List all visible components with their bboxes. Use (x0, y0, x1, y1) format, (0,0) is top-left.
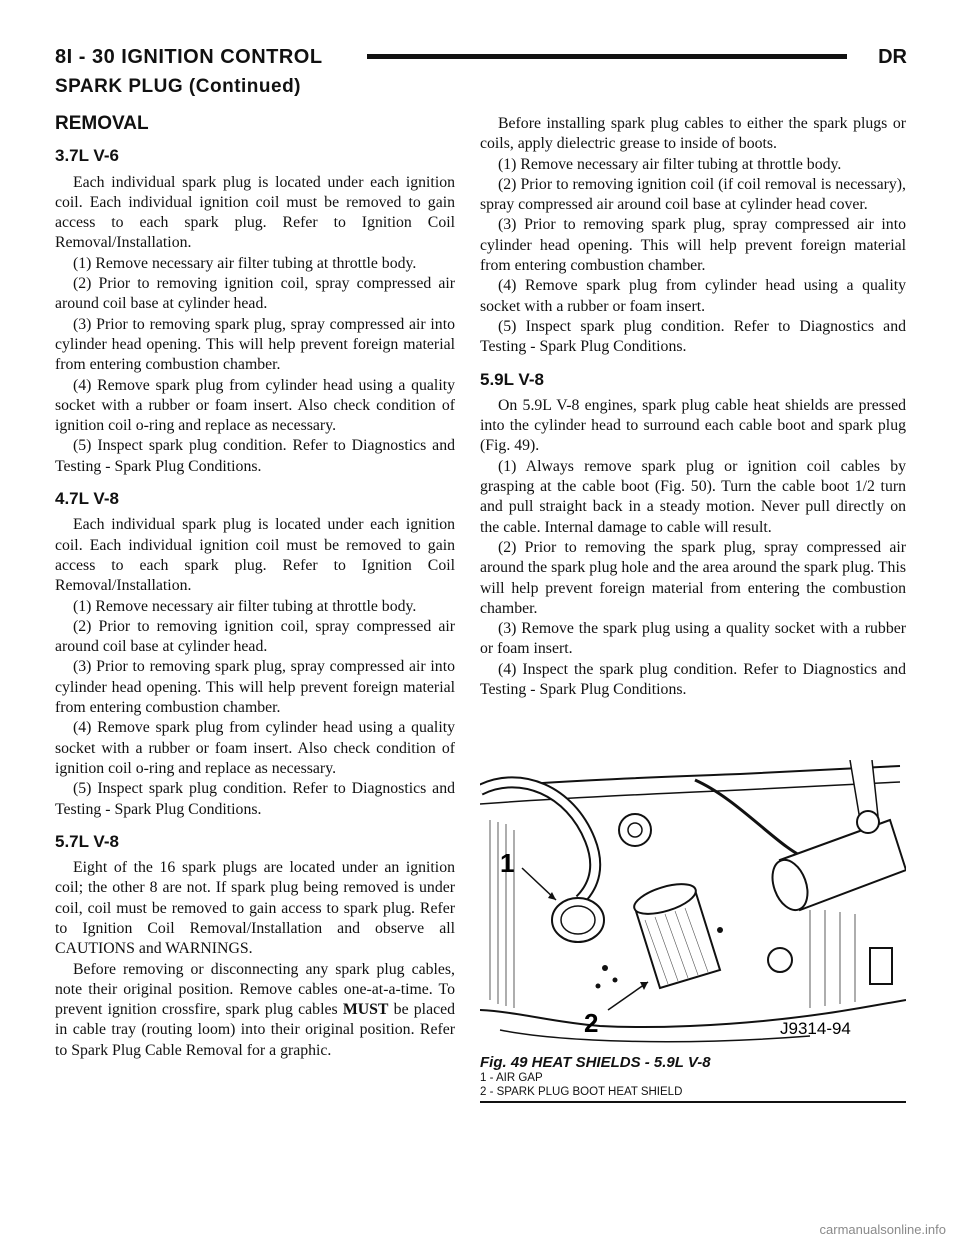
heat-shield-illustration (480, 760, 906, 1050)
emphasis-must: MUST (342, 1001, 389, 1019)
legend-item: 2 - SPARK PLUG BOOT HEAT SHIELD (480, 1086, 683, 1098)
header-rule (367, 54, 847, 59)
column-right (480, 114, 906, 700)
step: (4) Remove spark plug from cylinder head using a quality socket with a rubber or foam insert. Also check condition of ignition coil o-ring and replace as necessary. (55, 376, 455, 435)
step: (2) Prior to removing ignition coil (if coil removal is necessary), spray compressed air around coil base at cylinder head cover. (480, 175, 906, 214)
watermark: carmanualsonline.info (819, 1222, 946, 1237)
page-header (55, 42, 907, 72)
step: (1) Always remove spark plug or ignition coil cables by grasping at the cable boot (Fig. 50). Turn the cable boot 1/2 turn and pull straight back in a steady motion. Never pull directly on the cable. Internal damage to cable will result. (480, 457, 906, 536)
figure-rule (480, 1101, 906, 1103)
callout-2: 2 (584, 1008, 599, 1038)
figure-caption: Fig. 49 HEAT SHIELDS - 5.9L V-8 (480, 1054, 711, 1071)
step: (3) Prior to removing spark plug, spray compressed air into cylinder head opening. This will help prevent foreign material from entering combustion chamber. (55, 658, 455, 717)
legend-item: 1 - AIR GAP (480, 1072, 543, 1084)
heading-3-7l: 3.7L V-6 (55, 146, 119, 166)
continued-heading: SPARK PLUG (Continued) (55, 76, 302, 97)
step: (1) Remove necessary air filter tubing at throttle body. (498, 155, 842, 173)
text: be placed in cable tray (routing loom) into their original position. Refer to Spark Plug Cable Removal for a graphic. (55, 1001, 455, 1059)
paragraph: Each individual spark plug is located under each ignition coil. Each individual ignition coil must be removed to gain access to each spark plug. Refer to Ignition Coil Removal/Installation. (55, 173, 455, 252)
paragraph: Each individual spark plug is located under each ignition coil. Each individual ignition coil must be removed to gain access to each spark plug. Refer to Ignition Coil Removal/Installation. (55, 516, 455, 595)
step: (4) Inspect the spark plug condition. Refer to Diagnostics and Testing - Spark Plug Conditions. (480, 660, 906, 699)
removal-heading: REMOVAL (55, 113, 149, 134)
paragraph: Before installing spark plug cables to either the spark plugs or coils, apply dielectric grease to inside of boots. (480, 115, 906, 153)
heading-5-9l: 5.9L V-8 (480, 369, 544, 389)
step: (3) Remove the spark plug using a quality socket with a rubber or foam insert. (480, 620, 906, 658)
figure-legend (480, 1071, 906, 1099)
model-code: DR (878, 46, 907, 68)
paragraph: Eight of the 16 spark plugs are located under an ignition coil; the other 8 are not. If spark plug being removed is under coil, coil must be removed to gain access to spark plug. Refer to Ignition Coil Removal/Installation and observe all CAUTIONS and WARNINGS. (55, 859, 455, 958)
step: (3) Prior to removing spark plug, spray compressed air into cylinder head opening. This will help prevent foreign material from entering combustion chamber. (55, 315, 455, 374)
step: (3) Prior to removing spark plug, spray compressed air into cylinder head opening. This will help prevent foreign material from entering combustion chamber. (480, 216, 906, 275)
step: (2) Prior to removing the spark plug, spray compressed air around the spark plug hole and the area around the spark plug. This will help prevent foreign material from entering the combustion chamber. (480, 538, 906, 617)
step: (2) Prior to removing ignition coil, spray compressed air around coil base at cylinder head. (55, 275, 455, 313)
step: (1) Remove necessary air filter tubing at throttle body. (73, 597, 417, 615)
paragraph: On 5.9L V-8 engines, spark plug cable heat shields are pressed into the cylinder head to surround each cable boot and spark plug (Fig. 49). (480, 396, 906, 455)
step: (4) Remove spark plug from cylinder head using a quality socket with a rubber or foam insert. Also check condition of ignition coil o-ring and replace as necessary. (55, 719, 455, 777)
text: Before removing or disconnecting any spark plug cables, note their original position. Remove cables one-at-a-time. To prevent ignition crossfire, spark plug cables (55, 960, 455, 1019)
figure-code: J9314-94 (780, 1019, 851, 1038)
page-section-label: 8I - 30 IGNITION CONTROL (55, 46, 323, 68)
step: (5) Inspect spark plug condition. Refer to Diagnostics and Testing - Spark Plug Conditions. (480, 317, 906, 356)
figure-49 (480, 760, 906, 1103)
step: (2) Prior to removing ignition coil, spray compressed air around coil base at cylinder head. (55, 617, 455, 656)
step: (1) Remove necessary air filter tubing at throttle body. (73, 254, 417, 272)
heading-5-7l: 5.7L V-8 (55, 831, 119, 851)
callout-1: 1 (500, 848, 515, 878)
heading-4-7l: 4.7L V-8 (55, 489, 119, 509)
step: (5) Inspect spark plug condition. Refer to Diagnostics and Testing - Spark Plug Conditions. (55, 437, 455, 475)
step: (5) Inspect spark plug condition. Refer to Diagnostics and Testing - Spark Plug Conditions. (55, 780, 455, 818)
step: (4) Remove spark plug from cylinder head using a quality socket with a rubber or foam insert. (480, 277, 906, 315)
column-left (55, 114, 455, 1061)
paragraph-must (55, 960, 455, 1061)
